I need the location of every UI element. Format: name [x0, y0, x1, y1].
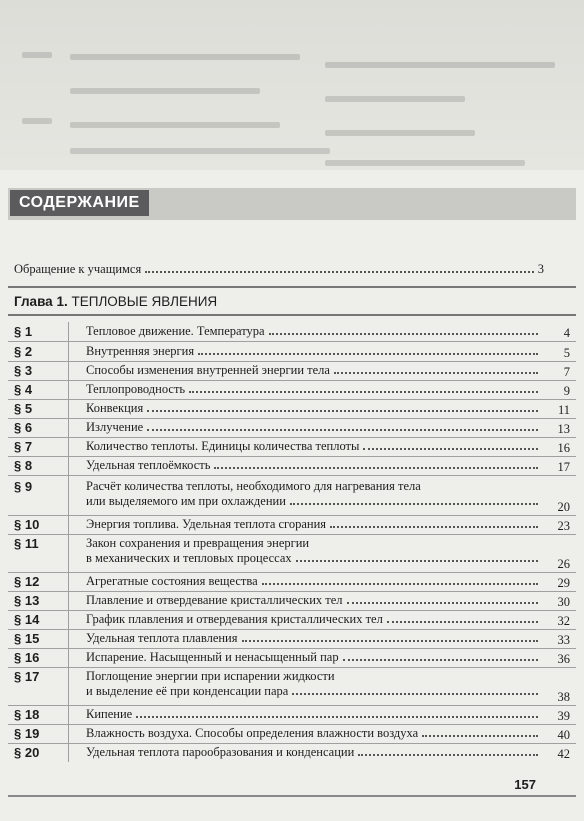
dot-leader	[296, 560, 538, 562]
toc-entry[interactable]	[8, 420, 576, 437]
dot-leader	[145, 271, 534, 273]
chapter-heading	[14, 294, 217, 309]
section-title	[86, 517, 542, 532]
show-through-background	[0, 0, 584, 170]
section-page: 9	[563, 384, 570, 398]
section-title-text: в механических и тепловых процессах	[86, 551, 292, 565]
section-title-line	[86, 517, 542, 532]
section-number: § 7	[14, 439, 33, 454]
section-title	[86, 479, 542, 509]
section-title-text: Плавление и отвердевание кристаллических тел	[86, 593, 343, 607]
section-title-line	[86, 494, 542, 509]
row-separator	[8, 610, 576, 611]
row-separator	[8, 648, 576, 649]
section-title	[86, 669, 542, 699]
toc-entry[interactable]	[8, 439, 576, 456]
section-title	[86, 593, 542, 608]
toc-entry[interactable]	[8, 612, 576, 629]
section-title	[86, 363, 542, 378]
dot-leader	[363, 448, 538, 450]
section-page: 32	[557, 614, 570, 628]
toc-entry[interactable]	[8, 536, 576, 572]
section-number: § 19	[14, 726, 40, 741]
toc-entry[interactable]	[8, 707, 576, 724]
section-page: 39	[557, 709, 570, 723]
section-number: § 17	[14, 669, 40, 684]
dot-leader	[290, 503, 538, 505]
dot-leader	[292, 693, 538, 695]
row-separator	[8, 361, 576, 362]
section-number: § 1	[14, 324, 33, 339]
section-title-text: Энергия топлива. Удельная теплота сгорания	[86, 517, 327, 531]
section-title	[86, 745, 542, 760]
section-title-text: График плавления и отвердевания кристаллических тел	[86, 612, 383, 626]
dot-leader	[330, 526, 538, 528]
dot-leader	[358, 754, 538, 756]
section-title-line	[86, 420, 542, 435]
contents-title: СОДЕРЖАНИЕ	[10, 190, 149, 216]
toc-entry[interactable]	[8, 344, 576, 361]
section-number: § 8	[14, 458, 33, 473]
section-title	[86, 382, 542, 397]
section-title-text: Тепловое движение. Температура	[86, 324, 265, 338]
toc-entry[interactable]	[8, 669, 576, 705]
section-page: 30	[557, 595, 570, 609]
section-number: § 12	[14, 574, 40, 589]
toc-entry[interactable]	[8, 574, 576, 591]
dot-leader	[334, 372, 538, 374]
section-page: 26	[557, 557, 570, 571]
dot-leader	[262, 583, 538, 585]
section-number: § 18	[14, 707, 40, 722]
section-title-line	[86, 631, 542, 646]
row-separator	[8, 399, 576, 400]
row-separator	[8, 705, 576, 706]
section-title-text: Внутренняя энергия	[86, 344, 195, 358]
dot-leader	[242, 640, 539, 642]
section-page: 33	[557, 633, 570, 647]
row-separator	[8, 591, 576, 592]
row-separator	[8, 456, 576, 457]
section-title-line	[86, 593, 542, 608]
section-title-line	[86, 551, 542, 566]
row-separator	[8, 380, 576, 381]
section-title	[86, 631, 542, 646]
chapter-top-rule	[8, 286, 576, 288]
section-number: § 11	[14, 536, 39, 551]
toc-entry[interactable]	[8, 324, 576, 341]
dot-leader	[347, 602, 538, 604]
section-title-line	[86, 382, 542, 397]
section-page: 17	[557, 460, 570, 474]
toc-entry[interactable]	[8, 458, 576, 475]
column-divider	[68, 322, 69, 762]
page-number: 157	[514, 777, 536, 792]
row-separator	[8, 743, 576, 744]
footer-rule	[8, 795, 576, 797]
section-title-text: Удельная теплота парообразования и конденсации	[86, 745, 355, 759]
section-title-text: Расчёт количества теплоты, необходимого для нагревания тела	[86, 479, 421, 493]
toc-entry[interactable]	[8, 479, 576, 515]
section-title-line	[86, 650, 542, 665]
section-page: 38	[557, 690, 570, 704]
section-number: § 13	[14, 593, 40, 608]
row-separator	[8, 534, 576, 535]
intro-label: Обращение к учащимся	[14, 262, 142, 276]
section-title-text: Излучение	[86, 420, 144, 434]
section-title-line	[86, 574, 542, 589]
section-page: 20	[557, 500, 570, 514]
section-title-line	[86, 401, 542, 416]
row-separator	[8, 572, 576, 573]
section-number: § 2	[14, 344, 33, 359]
section-title	[86, 726, 542, 741]
section-page: 42	[557, 747, 570, 761]
section-title	[86, 344, 542, 359]
dot-leader	[214, 467, 538, 469]
row-separator	[8, 418, 576, 419]
section-number: § 4	[14, 382, 33, 397]
chapter-title: ТЕПЛОВЫЕ ЯВЛЕНИЯ	[71, 294, 218, 309]
row-separator	[8, 341, 576, 342]
section-title-line	[86, 669, 542, 684]
toc-entry[interactable]	[8, 726, 576, 743]
row-separator	[8, 629, 576, 630]
section-title	[86, 401, 542, 416]
dot-leader	[198, 353, 538, 355]
section-page: 16	[557, 441, 570, 455]
section-title-line	[86, 344, 542, 359]
row-separator	[8, 515, 576, 516]
section-page: 7	[563, 365, 570, 379]
section-title	[86, 536, 542, 566]
toc-entry[interactable]	[8, 382, 576, 399]
section-title-line	[86, 536, 542, 551]
section-title-text: Удельная теплоёмкость	[86, 458, 211, 472]
section-title-line	[86, 324, 542, 339]
row-separator	[8, 437, 576, 438]
dot-leader	[136, 716, 538, 718]
toc-entry[interactable]	[8, 745, 576, 762]
section-page: 13	[557, 422, 570, 436]
toc-entry[interactable]	[8, 401, 576, 418]
row-separator	[8, 667, 576, 668]
section-number: § 15	[14, 631, 40, 646]
section-number: § 14	[14, 612, 40, 627]
section-title-text: Количество теплоты. Единицы количества теплоты	[86, 439, 360, 453]
section-title-text: Теплопроводность	[86, 382, 186, 396]
dot-leader	[189, 391, 538, 393]
dot-leader	[343, 659, 538, 661]
dot-leader	[147, 410, 538, 412]
toc-entry[interactable]	[8, 363, 576, 380]
section-number: § 6	[14, 420, 33, 435]
row-separator	[8, 475, 576, 476]
section-title-text: или выделяемого им при охлаждении	[86, 494, 286, 508]
section-page: 11	[557, 403, 570, 417]
toc-entry[interactable]	[8, 650, 576, 667]
section-title-line	[86, 458, 542, 473]
section-title-line	[86, 612, 542, 627]
intro-entry[interactable]	[14, 259, 544, 277]
toc-entry[interactable]	[8, 517, 576, 534]
section-page: 36	[557, 652, 570, 666]
toc-entry[interactable]	[8, 631, 576, 648]
section-title	[86, 324, 542, 339]
section-title	[86, 420, 542, 435]
chapter-bottom-rule	[8, 314, 576, 316]
dot-leader	[269, 333, 538, 335]
section-title	[86, 650, 542, 665]
section-title-line	[86, 363, 542, 378]
section-number: § 3	[14, 363, 33, 378]
section-title	[86, 707, 542, 722]
section-page: 29	[557, 576, 570, 590]
dot-leader	[422, 735, 538, 737]
section-number: § 20	[14, 745, 40, 760]
section-title-line	[86, 479, 542, 494]
section-number: § 16	[14, 650, 40, 665]
section-page: 4	[563, 326, 570, 340]
section-number: § 9	[14, 479, 33, 494]
dot-leader	[387, 621, 538, 623]
section-title-text: Удельная теплота плавления	[86, 631, 238, 645]
section-title-text: Кипение	[86, 707, 133, 721]
section-title-line	[86, 684, 542, 699]
row-separator	[8, 724, 576, 725]
section-title	[86, 458, 542, 473]
intro-page: 3	[537, 262, 544, 276]
section-title-text: Поглощение энергии при испарении жидкости	[86, 669, 335, 683]
toc-entry[interactable]	[8, 593, 576, 610]
section-title	[86, 574, 542, 589]
section-title	[86, 612, 542, 627]
section-title	[86, 439, 542, 454]
section-title-line	[86, 745, 542, 760]
section-title-text: Закон сохранения и превращения энергии	[86, 536, 310, 550]
section-page: 23	[557, 519, 570, 533]
section-title-line	[86, 726, 542, 741]
section-title-line	[86, 707, 542, 722]
section-number: § 10	[14, 517, 40, 532]
section-title-text: и выделение её при конденсации пара	[86, 684, 289, 698]
section-title-text: Агрегатные состояния вещества	[86, 574, 258, 588]
section-number: § 5	[14, 401, 33, 416]
section-page: 40	[557, 728, 570, 742]
section-title-text: Конвекция	[86, 401, 144, 415]
section-page: 5	[563, 346, 570, 360]
section-title-text: Испарение. Насыщенный и ненасыщенный пар	[86, 650, 339, 664]
section-title-text: Способы изменения внутренней энергии тела	[86, 363, 330, 377]
section-title-line	[86, 439, 542, 454]
dot-leader	[147, 429, 538, 431]
chapter-prefix: Глава 1.	[14, 294, 68, 309]
section-title-text: Влажность воздуха. Способы определения влажности воздуха	[86, 726, 419, 740]
